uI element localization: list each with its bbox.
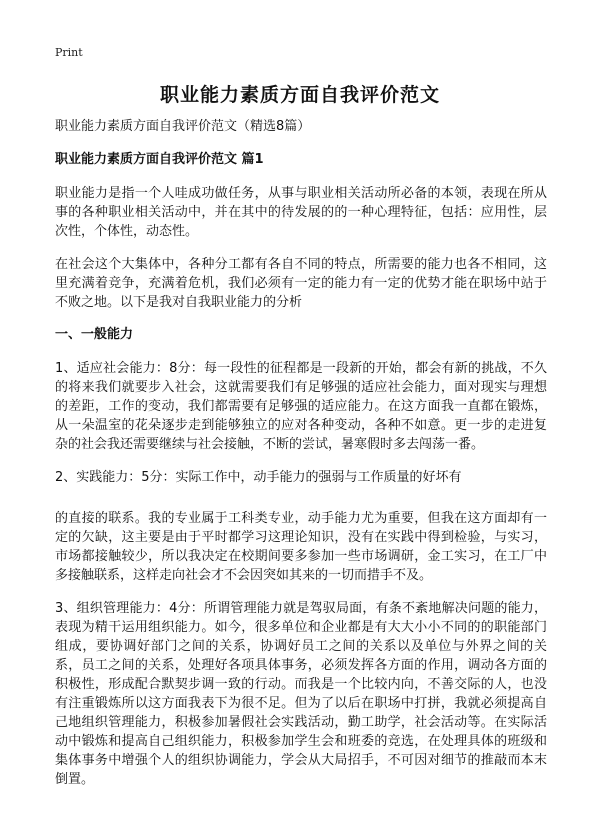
document-body	[55, 118, 547, 803]
section-heading: 职业能力素质方面自我评价范文 篇1	[55, 152, 264, 167]
document-title: 职业能力素质方面自我评价范文	[159, 84, 440, 106]
paragraph-intro: 职业能力是指一个人哇成功做任务，从事与职业相关活动所必备的本领，表现在所从事的各种职业相关活动中，并在其中的待发展的的一种心理特征，包括：应用性，层次性，个体性，动态性。	[55, 186, 547, 239]
item-practical-ability-continued: 的直接的联系。我的专业属于工科类专业，动手能力尤为重要，但我在这方面却有一定的欠缺，这主要是由于平时都学习这理论知识，没有在实践中得到检验，与实习，市场都接触较少，所以我决定在校期间要多参加一些市场调研，金工实习，在工厂中多接触联系，这样走向社会才不会因突如其来的一切而措手不及。	[55, 511, 547, 583]
item-social-adaptation: 1、适应社会能力：8分：每一段性的征程都是一段新的开始，都会有新的挑战，不久的将来我们就要步入社会，这就需要我们有足够强的适应社会能力，面对现实与理想的差距，工作的变动，我们都需要有足够强的适应能力。在这方面我一直都在锻炼，从一朵温室的花朵逐步走到能够独立的应对各种变动，各种不如意。更一步的走进复杂的社会我还需要继续与社会接触，不断的尝试，暑寒假时多去闯荡一番。	[55, 361, 547, 452]
subheading-general-ability: 一、一般能力	[55, 327, 134, 342]
print-label: Print	[55, 46, 83, 59]
item-organization-management: 3、组织管理能力：4分：所谓管理能力就是驾驭局面，有条不紊地解决问题的能力，表现为精干运用组织能力。如今，很多单位和企业都是有大大小小不同的的职能部门组成，要协调好部门之间的关系，协调好员工之间的关系以及单位与外界之间的关系，员工之间的关系，处理好各项具体事务，必须发挥各方面的作用，调动各方面的积极性，形成配合默契步调一致的行动。而我是一个比较内向，不善交际的人，也没有注重锻炼所以这方面我表下为很不足。但为了以后在职场中打拼，我就必须提高自己地组织管理能力，积极参加暑假社会实践活动，勤工助学，社会活动等。在实际活动中锻炼和提高自己组织能力，积极参加学生会和班委的竞选，在处理具体的班级和集体事务中增强个人的组织协调能力，学会从大局招手，不可因对细节的推敲而本末倒置。	[55, 601, 547, 787]
paragraph-society: 在社会这个大集体中，各种分工都有各自不同的特点，所需要的能力也各不相同，这里充满着竞争，充满着危机，我们必须有一定的能力有一定的优势才能在职场中站于不败之地。以下是我对自我职业能力的分析	[55, 257, 547, 310]
item-practical-ability: 2、实践能力：5分：实际工作中，动手能力的强弱与工作质量的好坏有	[55, 470, 462, 485]
document-subtitle: 职业能力素质方面自我评价范文（精选8篇）	[55, 119, 311, 134]
